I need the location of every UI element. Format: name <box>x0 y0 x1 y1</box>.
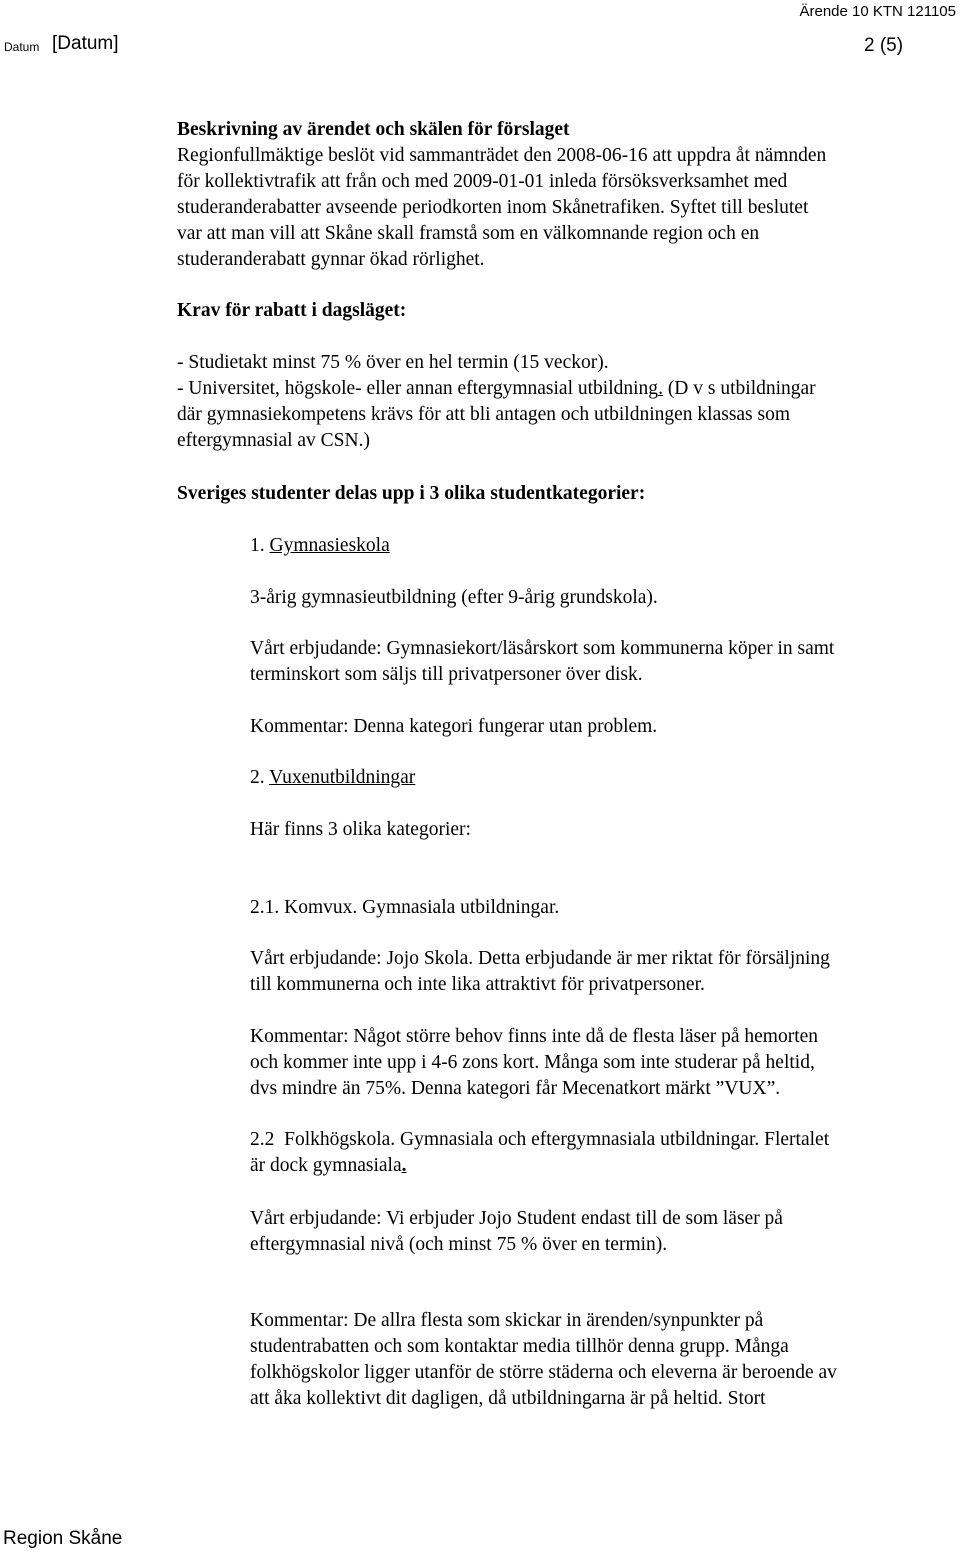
intro-line-4: var att man vill att Skåne skall framstå som en välkomnande region och en <box>177 223 760 244</box>
subcategory-2-1-comment-line-2: och kommer inte upp i 4-6 zons kort. Många som inte studerar på heltid, <box>250 1052 815 1073</box>
subcategory-2-1-offer-line-2: till kommunerna och inte lika attraktivt för privatpersoner. <box>250 974 705 995</box>
category-1-comment: Kommentar: Denna kategori fungerar utan problem. <box>250 716 658 737</box>
subcategory-2-2-title-dot: . <box>401 1155 407 1176</box>
section-heading: Beskrivning av ärendet och skälen för förslaget <box>177 119 570 140</box>
requirement-item-1: - Studietakt minst 75 % över en hel termin (15 veckor). <box>177 352 609 373</box>
page-number: 2 (5) <box>864 35 904 56</box>
subcategory-2-2-title-text: är dock gymnasiala <box>250 1155 402 1176</box>
subcategory-2-1-title: 2.1. Komvux. Gymnasiala utbildningar. <box>250 897 560 918</box>
category-1-number: 1. <box>250 535 270 556</box>
requirement-note-line-1: där gymnasiekompetens krävs för att bli antagen och utbildningen klassas som <box>177 404 791 425</box>
category-2-number: 2. <box>250 767 270 788</box>
category-1-offer-line-2: terminskort som säljs till privatpersoner över disk. <box>250 664 643 685</box>
subcategory-2-2-offer-line-2: eftergymnasial nivå (och minst 75 % över en termin). <box>250 1234 668 1255</box>
subcategory-2-2-title-line-1: 2.2 Folkhögskola. Gymnasiala och eftergymnasiala utbildningar. Flertalet <box>250 1129 830 1150</box>
requirement-item-2-text: - Universitet, högskole- eller annan eftergymnasial utbildning <box>177 378 659 399</box>
subcategory-2-2-comment-line-2: studentrabatten och som kontaktar media tillhör denna grupp. Många <box>250 1336 789 1357</box>
category-1-description: 3-årig gymnasieutbildning (efter 9-årig grundskola). <box>250 587 658 608</box>
footer-organization: Region Skåne <box>3 1528 123 1549</box>
date-value: [Datum] <box>52 33 119 54</box>
intro-line-3: studeranderabatter avseende periodkorten inom Skånetrafiken. Syftet till beslutet <box>177 197 809 218</box>
category-1-title <box>250 533 390 559</box>
requirement-item-2-dot: . <box>658 378 663 399</box>
subcategory-2-2-comment-line-3: folkhögskolor ligger utanför de större städerna och eleverna är beroende av <box>250 1362 837 1383</box>
case-reference: Ärende 10 KTN 121105 <box>799 3 956 20</box>
category-1-name: Gymnasieskola <box>269 535 390 556</box>
requirement-item-2 <box>177 376 816 402</box>
category-2-intro: Här finns 3 olika kategorier: <box>250 819 471 840</box>
subcategory-2-2-title-line-2 <box>250 1153 407 1179</box>
category-2-title <box>250 765 415 791</box>
intro-line-5: studeranderabatt gynnar ökad rörlighet. <box>177 249 485 270</box>
requirement-item-2-note: (D v s utbildningar <box>662 378 816 399</box>
intro-line-2: för kollektivtrafik att från och med 2009-01-01 inleda försöksverksamhet med <box>177 171 788 192</box>
subcategory-2-1-offer-line-1: Vårt erbjudande: Jojo Skola. Detta erbjudande är mer riktat för försäljning <box>250 948 830 969</box>
subcategory-2-2-offer-line-1: Vårt erbjudande: Vi erbjuder Jojo Student endast till de som läser på <box>250 1208 783 1229</box>
intro-line-1: Regionfullmäktige beslöt vid sammanträdet den 2008-06-16 att uppdra åt nämnden <box>177 145 827 166</box>
subcategory-2-1-comment-line-3: dvs mindre än 75%. Denna kategori får Mecenatkort märkt ”VUX”. <box>250 1078 781 1099</box>
subcategory-2-1-comment-line-1: Kommentar: Något större behov finns inte då de flesta läser på hemorten <box>250 1026 819 1047</box>
subcategory-2-2-comment-line-1: Kommentar: De allra flesta som skickar in ärenden/synpunkter på <box>250 1310 764 1331</box>
requirement-note-line-2: eftergymnasial av CSN.) <box>177 430 370 451</box>
subcategory-2-2-comment-line-4: att åka kollektivt dit dagligen, då utbildningarna är på heltid. Stort <box>250 1388 766 1409</box>
requirements-heading: Krav för rabatt i dagsläget: <box>177 300 407 321</box>
category-1-offer-line-1: Vårt erbjudande: Gymnasiekort/läsårskort som kommunerna köper in samt <box>250 638 835 659</box>
categories-heading: Sveriges studenter delas upp i 3 olika studentkategorier: <box>177 483 646 504</box>
category-2-name: Vuxenutbildningar <box>269 767 416 788</box>
date-label: Datum <box>4 40 40 54</box>
